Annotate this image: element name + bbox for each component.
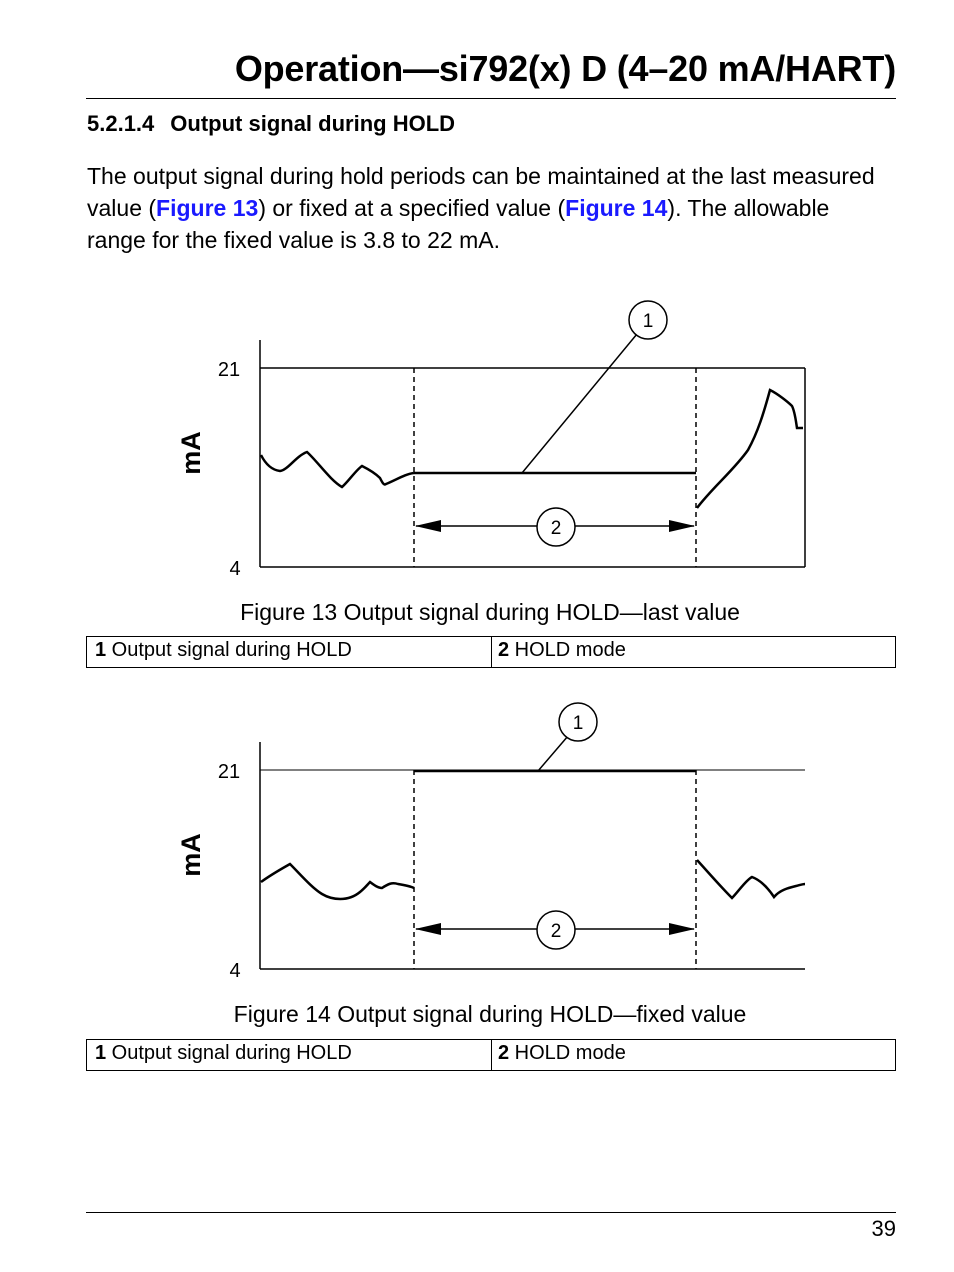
page-number: 39	[871, 1216, 896, 1241]
legend-item-2-number: 2	[498, 1042, 510, 1064]
title-divider	[86, 98, 896, 99]
legend-item-1-number: 1	[95, 639, 107, 661]
figure-13-link[interactable]: Figure 13	[156, 195, 259, 221]
figure-14-legend	[86, 1039, 896, 1071]
callout-2-number: 2	[550, 921, 562, 942]
callout-1-number: 1	[572, 713, 584, 734]
figure-14-link[interactable]: Figure 14	[565, 195, 668, 221]
legend-item-2	[492, 637, 895, 667]
callout-1-leader	[538, 736, 568, 771]
y-max-label: 21	[217, 761, 241, 783]
y-min-label: 4	[229, 960, 241, 982]
section-title: Output signal during HOLD	[170, 111, 456, 136]
figure-14	[0, 692, 954, 1074]
y-axis-label: mA	[176, 431, 206, 475]
legend-item-1-text: Output signal during HOLD	[106, 1042, 352, 1064]
figure-13-diagram	[0, 290, 954, 590]
body-paragraph	[87, 160, 887, 256]
section-number: 5.2.1.4	[87, 111, 155, 136]
y-max-label: 21	[217, 359, 241, 381]
paragraph-text-2: ) or fixed at a specified value (	[258, 195, 566, 221]
signal-after-hold	[697, 860, 805, 898]
callout-1-leader	[522, 334, 637, 473]
signal-after-hold	[697, 390, 803, 508]
figure-13-legend	[86, 636, 896, 668]
paragraph-text-1: The output signal during hold periods can be maintained at the last measured value (	[87, 163, 875, 221]
figure-13	[0, 290, 954, 670]
legend-item-1	[87, 637, 492, 667]
figure-13-caption: Figure 13 Output signal during HOLD—last value	[240, 599, 740, 625]
legend-item-1-number: 1	[95, 1042, 107, 1064]
signal-before-hold	[261, 864, 414, 899]
legend-item-2	[492, 1040, 895, 1070]
figure-14-diagram	[0, 692, 954, 992]
legend-item-2-text: HOLD mode	[509, 1042, 626, 1064]
legend-item-1-text: Output signal during HOLD	[106, 639, 352, 661]
page-title: Operation—si792(x) D (4–20 mA/HART)	[234, 48, 896, 89]
callout-2-number: 2	[550, 518, 562, 539]
legend-item-2-text: HOLD mode	[509, 639, 626, 661]
y-axis-label: mA	[176, 833, 206, 877]
signal-before-hold	[261, 452, 414, 487]
footer-divider	[86, 1212, 896, 1213]
legend-item-1	[87, 1040, 492, 1070]
y-min-label: 4	[229, 558, 241, 580]
paragraph-text-3: ). The allowable range for the fixed value is 3.8 to 22 mA.	[87, 195, 830, 253]
section-heading	[87, 111, 455, 137]
legend-item-2-number: 2	[498, 639, 510, 661]
callout-1-number: 1	[642, 311, 654, 332]
figure-14-caption: Figure 14 Output signal during HOLD—fixed value	[233, 1001, 747, 1027]
